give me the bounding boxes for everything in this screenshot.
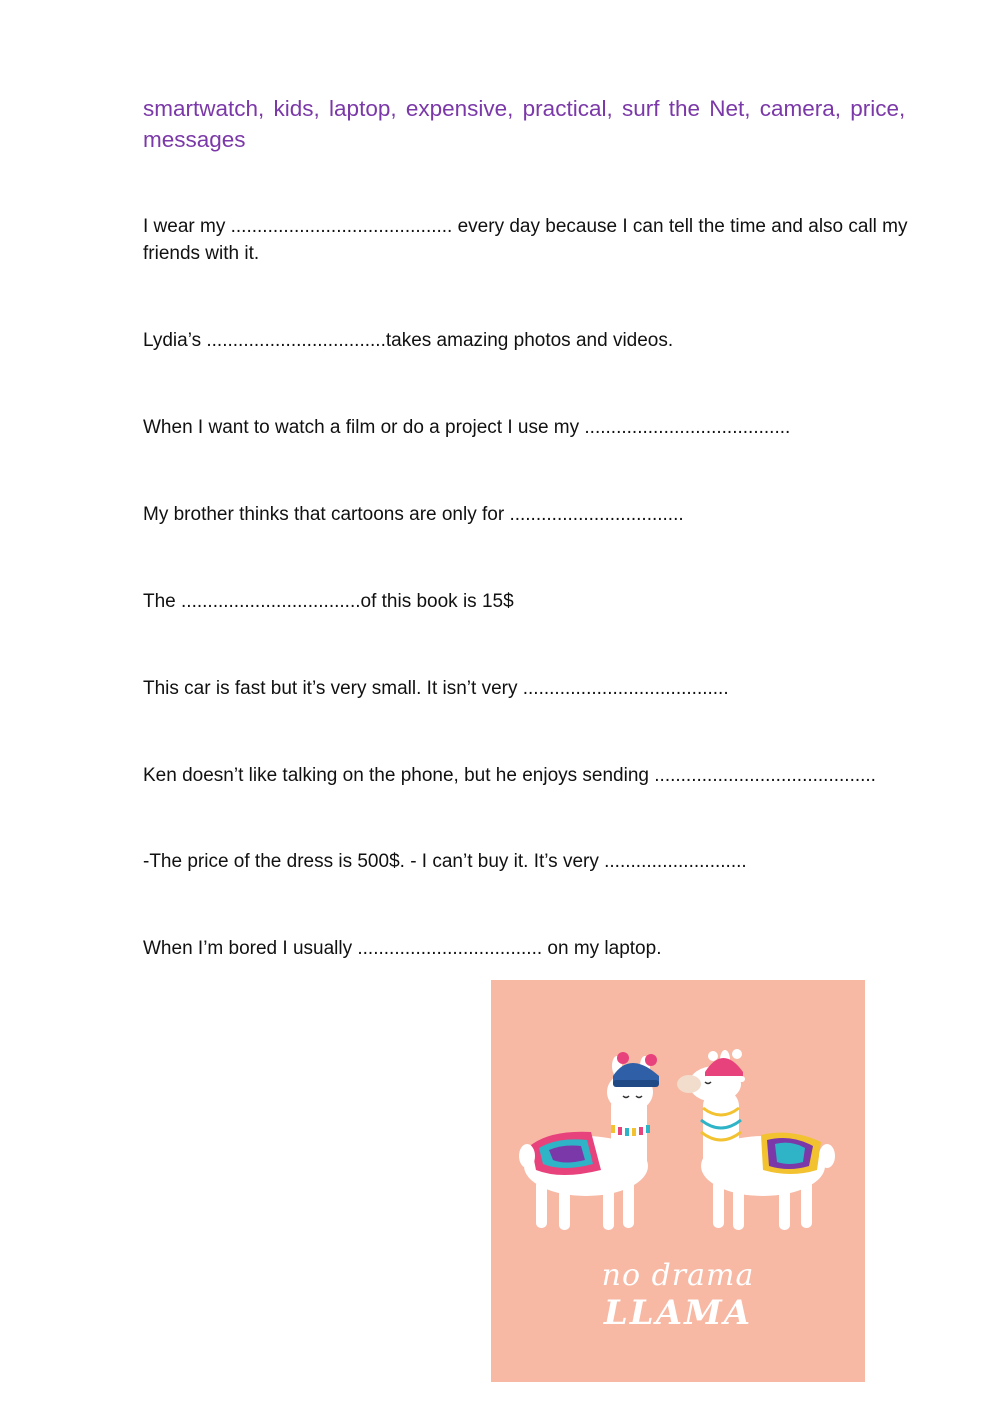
sentence-9: When I’m bored I usually ................................... on my laptop.: [143, 938, 662, 959]
sentence-2: Lydia’s ..................................takes amazing photos and videos.: [143, 330, 674, 351]
poster-line-2: LLAMA: [603, 1293, 753, 1333]
sentence-8: -The price of the dress is 500$. - I can’t buy it. It’s very ...........................: [143, 851, 747, 872]
word-bank: smartwatch, kids, laptop, expensive, practical, surf the Net, camera, price, messages: [143, 96, 906, 152]
left-llama: [519, 1052, 659, 1230]
right-llama: [677, 1049, 835, 1230]
sentence-1: I wear my .......................................... every day because I can tell the time and also call my friends with it.: [143, 216, 913, 264]
poster-line-1: no drama: [601, 1258, 755, 1293]
llama-poster-image: [491, 980, 865, 1382]
sentence-5: The ..................................of this book is 15$: [143, 591, 514, 612]
sentence-3: When I want to watch a film or do a project I use my .......................................: [143, 417, 791, 438]
sentence-7: Ken doesn’t like talking on the phone, but he enjoys sending ..........................................: [143, 765, 876, 786]
sentence-4: My brother thinks that cartoons are only for .................................: [143, 504, 684, 525]
sentence-6: This car is fast but it’s very small. It isn’t very .......................................: [143, 678, 729, 699]
